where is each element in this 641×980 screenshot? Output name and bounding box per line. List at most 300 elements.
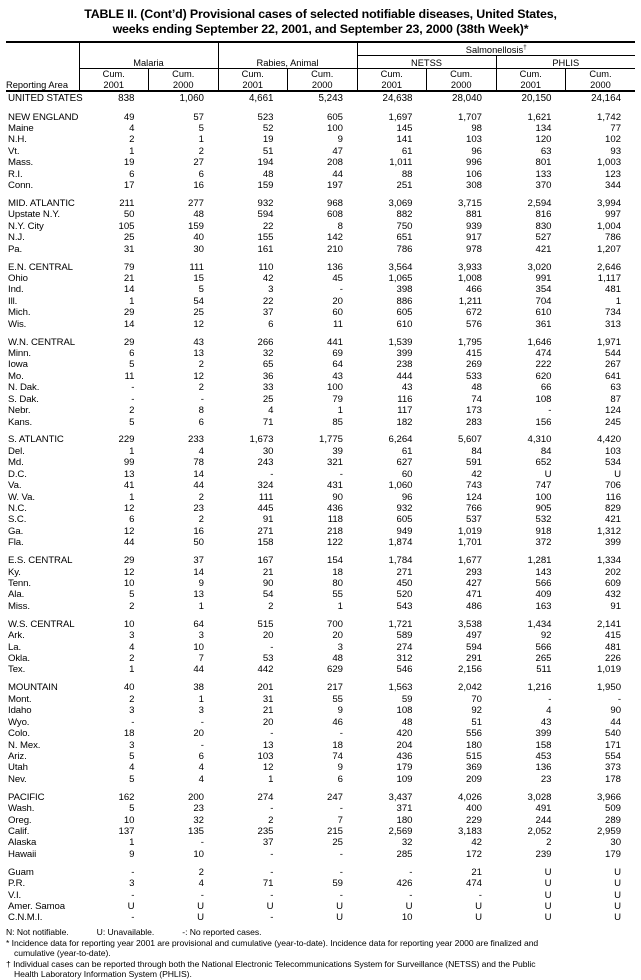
data-cell: 59 (332, 878, 343, 890)
data-cell: 12 (193, 318, 204, 330)
table-row (6, 469, 635, 480)
data-cell: 3,966 (597, 791, 622, 803)
data-cell: 167 (257, 555, 274, 567)
data-cell: 3 (268, 284, 274, 296)
table-row (6, 815, 635, 826)
table-row (6, 198, 635, 209)
data-cell: 533 (465, 370, 482, 382)
data-cell: 44 (193, 664, 204, 676)
dagger-superscript: † (523, 43, 527, 51)
data-cell: 48 (332, 653, 343, 665)
data-cell: 100 (326, 382, 343, 394)
data-cell: 497 (465, 630, 482, 642)
data-cell: 627 (396, 457, 413, 469)
data-cell: 209 (465, 773, 482, 785)
data-cell: 3,183 (457, 825, 482, 837)
data-cell: 229 (465, 814, 482, 826)
data-cell: 79 (123, 261, 135, 273)
data-cell: 18 (123, 728, 135, 740)
header-reporting-area: Reporting Area (6, 69, 79, 92)
data-cell: 4 (129, 122, 135, 134)
data-cell: 33 (262, 382, 274, 394)
data-cell: U (475, 912, 482, 924)
data-cell: 546 (396, 664, 413, 676)
data-cell: 591 (465, 457, 482, 469)
data-cell: 277 (187, 197, 204, 209)
data-cell: 1,701 (457, 537, 482, 549)
data-cell: - (339, 284, 343, 296)
data-cell: 285 (396, 848, 413, 860)
data-cell: 444 (396, 370, 413, 382)
cum-label: Cum. (172, 69, 195, 79)
data-cell: 576 (465, 318, 482, 330)
data-cell: 173 (465, 405, 482, 417)
data-cell: 158 (257, 537, 274, 549)
data-cell: 312 (396, 653, 413, 665)
data-cell: 511 (536, 664, 552, 676)
data-cell: 1,060 (388, 480, 413, 492)
table-row (6, 682, 635, 693)
data-cell: 4 (198, 878, 204, 890)
data-cell: 11 (333, 318, 343, 330)
data-cell: 3 (198, 705, 204, 717)
data-cell: 108 (535, 393, 552, 405)
data-cell: 1,677 (457, 555, 482, 567)
data-cell: 52 (262, 122, 274, 134)
table-row (6, 480, 635, 491)
reporting-area-cell: Upstate N.Y. (8, 209, 60, 221)
data-cell: 991 (535, 272, 552, 284)
year-label: 2000 (172, 79, 194, 90)
table-row (6, 642, 635, 653)
reporting-area-cell: Ohio (8, 272, 28, 284)
data-cell: 421 (535, 243, 552, 255)
table-row (6, 262, 635, 273)
reporting-area-cell: Miss. (8, 600, 30, 612)
data-cell: 122 (326, 537, 343, 549)
reporting-area-cell: Conn. (8, 180, 34, 192)
data-cell: 4 (129, 641, 135, 653)
data-cell: - (270, 889, 274, 901)
data-cell: 103 (257, 750, 274, 762)
data-cell: U (475, 901, 482, 912)
data-cell: 55 (332, 693, 343, 705)
data-cell: 2 (129, 653, 135, 665)
data-cell: 7 (198, 653, 204, 665)
data-cell: 43 (401, 382, 413, 394)
data-cell: 399 (605, 537, 622, 549)
year-label: 2000 (450, 79, 472, 90)
cum-label: Cum. (380, 69, 403, 79)
reporting-area-cell: W.S. CENTRAL (8, 618, 75, 630)
data-cell: 172 (465, 848, 482, 860)
title-line-2: weeks ending September 22, 2001, and September 23, 2000 (38th Week)* (112, 21, 529, 36)
data-cell: 2 (268, 814, 274, 826)
data-cell: 48 (471, 382, 482, 394)
data-cell: 471 (465, 589, 482, 601)
data-cell: 1 (268, 773, 274, 785)
header-col-rabies-2000 (288, 69, 358, 92)
data-cell: U (127, 901, 135, 912)
data-cell: 87 (610, 393, 622, 405)
data-cell: 6,264 (388, 434, 413, 446)
data-cell: 137 (118, 825, 135, 837)
data-cell: 3,933 (457, 261, 482, 273)
data-cell: 37 (262, 307, 274, 319)
data-cell: 996 (465, 157, 482, 169)
data-cell: 20 (332, 295, 343, 307)
data-cell: 324 (257, 480, 274, 492)
data-cell: 124 (465, 491, 482, 503)
data-cell: 155 (257, 232, 274, 244)
table-row (6, 180, 635, 191)
data-cell: 6 (198, 750, 204, 762)
data-cell: 197 (326, 180, 343, 192)
reporting-area-cell: NEW ENGLAND (8, 111, 79, 123)
data-cell: 194 (257, 157, 274, 169)
table-row (6, 740, 635, 751)
data-cell: 51 (262, 145, 274, 157)
data-cell: 10 (193, 848, 204, 860)
data-cell: 4,420 (597, 434, 622, 446)
data-cell: - (270, 866, 274, 878)
header-spacer-left (6, 42, 79, 56)
data-cell: 218 (326, 525, 343, 537)
data-cell: 61 (401, 145, 413, 157)
table-row (6, 503, 635, 514)
footnote-dagger-text: Individual cases can be reported through both the National Electronic Telecommunications System for Surveillance (NETSS) and the Public (13, 959, 536, 970)
data-cell: 968 (326, 197, 343, 209)
data-cell: 2 (198, 866, 204, 878)
data-cell: 124 (605, 405, 622, 417)
data-cell: 1,117 (597, 272, 622, 284)
data-cell: 123 (605, 168, 622, 180)
reporting-area-cell: Wyo. (8, 716, 30, 728)
data-cell: 70 (471, 693, 482, 705)
data-cell: U (336, 901, 343, 912)
data-cell: 3 (129, 705, 135, 717)
data-cell: - (548, 693, 552, 705)
data-cell: U (336, 912, 343, 924)
data-cell: 786 (605, 232, 622, 244)
data-cell: 161 (257, 243, 274, 255)
data-cell: U (544, 912, 552, 924)
table-row (6, 526, 635, 537)
cum-label: Cum. (241, 69, 264, 79)
table-row (6, 878, 635, 889)
data-cell: 118 (327, 514, 343, 526)
header-subgroup-netss: NETSS (357, 56, 496, 69)
data-cell: 1 (129, 664, 135, 676)
data-cell: 22 (262, 295, 274, 307)
data-cell: 4 (546, 705, 552, 717)
data-cell: 527 (535, 232, 552, 244)
data-cell: 90 (262, 578, 274, 590)
data-cell: - (270, 803, 274, 815)
data-cell: 20 (262, 630, 274, 642)
data-cell: 881 (465, 209, 482, 221)
data-cell: 1 (129, 837, 135, 849)
header-col-rabies-2001 (218, 69, 288, 92)
data-cell: 200 (187, 791, 204, 803)
data-cell: 38 (193, 682, 204, 694)
data-cell: 88 (401, 168, 413, 180)
data-cell: 5 (129, 773, 135, 785)
data-cell: 313 (605, 318, 622, 330)
data-cell: 217 (326, 682, 343, 694)
data-cell: 103 (605, 445, 622, 457)
data-cell: 1,646 (527, 336, 552, 348)
data-cell: 589 (396, 630, 413, 642)
cum-label: Cum. (102, 69, 125, 79)
data-cell: 436 (396, 750, 413, 762)
footnote-star (6, 938, 635, 948)
data-cell: 1 (337, 405, 343, 417)
data-cell: U (614, 866, 622, 878)
data-cell: 1,019 (597, 664, 622, 676)
data-cell: - (409, 866, 413, 878)
data-cell: 3 (129, 878, 135, 890)
data-cell: 608 (326, 209, 343, 221)
data-cell: 672 (465, 307, 482, 319)
data-cell: 9 (129, 848, 135, 860)
data-cell: 481 (605, 284, 622, 296)
data-cell: 1,207 (597, 243, 622, 255)
data-cell: 103 (465, 134, 482, 146)
data-cell: 21 (123, 272, 135, 284)
data-cell: 7 (337, 814, 343, 826)
data-cell: 6 (337, 773, 343, 785)
data-cell: 84 (540, 445, 552, 457)
data-cell: 210 (326, 243, 343, 255)
data-cell: U (544, 901, 552, 912)
data-cell: 1,060 (179, 93, 204, 104)
data-cell: 1,065 (388, 272, 413, 284)
data-cell: 8 (198, 405, 204, 417)
reporting-area-cell: Utah (8, 762, 28, 774)
table-row (6, 537, 635, 548)
data-cell: - (339, 866, 343, 878)
data-cell: 370 (535, 180, 552, 192)
data-cell: 53 (262, 653, 274, 665)
data-cell: 91 (610, 600, 622, 612)
footnote-dagger (6, 959, 635, 969)
data-cell: 829 (605, 503, 622, 514)
data-cell: 30 (262, 445, 274, 457)
header-subgroup-phlis: PHLIS (496, 56, 635, 69)
data-cell: - (339, 848, 343, 860)
data-cell: 1,312 (597, 525, 622, 537)
data-cell: 116 (605, 491, 622, 503)
reporting-area-cell: Hawaii (8, 848, 37, 860)
data-cell: 11 (124, 370, 135, 382)
reporting-area-cell: Okla. (8, 653, 30, 665)
table-row (6, 901, 635, 912)
data-cell: 31 (262, 693, 274, 705)
data-cell: 79 (332, 393, 343, 405)
data-cell: 1 (198, 600, 204, 612)
reporting-area-cell: E.S. CENTRAL (8, 555, 73, 567)
data-cell: 71 (262, 416, 274, 428)
data-cell: 4 (129, 762, 135, 774)
data-cell: 13 (262, 739, 274, 751)
data-cell: 1,019 (457, 525, 482, 537)
data-cell: 5 (129, 750, 135, 762)
reporting-area-cell: Tenn. (8, 578, 31, 590)
data-cell: 14 (193, 468, 204, 480)
data-cell: - (131, 889, 135, 901)
data-cell: 554 (605, 750, 622, 762)
data-cell: 6 (129, 514, 135, 526)
data-cell: 13 (193, 348, 204, 360)
data-cell: 235 (257, 825, 274, 837)
data-cell: 978 (465, 243, 482, 255)
data-cell: 32 (193, 814, 204, 826)
reporting-area-cell: Colo. (8, 728, 30, 740)
data-cell: U (614, 468, 622, 480)
data-cell: 44 (193, 480, 204, 492)
data-cell: 6 (129, 168, 135, 180)
data-cell: - (548, 405, 552, 417)
data-cell: 36 (262, 370, 274, 382)
data-cell: 605 (396, 514, 413, 526)
header-col-malaria-2000 (149, 69, 219, 92)
data-cell: 1,721 (388, 618, 413, 630)
data-cell: 42 (471, 468, 482, 480)
data-cell: 100 (326, 122, 343, 134)
data-cell: 64 (193, 618, 204, 630)
data-cell: 12 (123, 525, 135, 537)
data-cell: 43 (332, 370, 343, 382)
data-cell: - (200, 837, 204, 849)
data-cell: 10 (123, 814, 135, 826)
reporting-area-cell: W.N. CENTRAL (8, 336, 76, 348)
header-row-salmonellosis (6, 42, 635, 56)
data-cell: 6 (129, 348, 135, 360)
data-cell: 882 (396, 209, 413, 221)
data-cell: 93 (610, 145, 622, 157)
table-row (6, 826, 635, 837)
data-cell: 939 (465, 220, 482, 232)
data-cell: 474 (465, 878, 482, 890)
data-cell: 163 (535, 600, 552, 612)
data-cell: 3,437 (388, 791, 413, 803)
table-row (6, 434, 635, 445)
data-cell: 25 (193, 307, 204, 319)
data-cell: 271 (257, 525, 274, 537)
reporting-area-cell: P.R. (8, 878, 26, 890)
data-cell: 1,621 (527, 111, 552, 123)
data-cell: 211 (119, 197, 135, 209)
table-row (6, 867, 635, 878)
data-cell: 179 (396, 762, 413, 774)
data-cell: 44 (610, 716, 622, 728)
table-row (6, 284, 635, 295)
data-cell: 159 (257, 180, 274, 192)
table-row (6, 359, 635, 370)
reporting-area-cell: Mass. (8, 157, 34, 169)
data-cell: U (614, 901, 622, 912)
data-cell: 37 (262, 837, 274, 849)
data-cell: 91 (262, 514, 274, 526)
data-cell: 830 (535, 220, 552, 232)
data-cell: 609 (605, 578, 622, 590)
data-cell: 371 (396, 803, 413, 815)
data-cell: U (544, 866, 552, 878)
data-cell: 21 (262, 566, 274, 578)
data-cell: 704 (535, 295, 552, 307)
header-blank-left (6, 56, 79, 69)
data-cell: 48 (193, 209, 204, 221)
data-cell: 71 (262, 878, 274, 890)
data-cell: 54 (193, 295, 204, 307)
data-cell: 556 (465, 728, 482, 740)
data-cell: - (200, 393, 204, 405)
data-cell: 85 (332, 416, 343, 428)
table-row (6, 405, 635, 416)
reporting-area-cell: Tex. (8, 664, 26, 676)
data-cell: 1,281 (527, 555, 552, 567)
data-cell: 57 (193, 111, 204, 123)
reporting-area-cell: N.H. (8, 134, 27, 146)
cum-label: Cum. (589, 69, 612, 79)
data-cell: 245 (605, 416, 622, 428)
data-cell: U (614, 889, 622, 901)
data-cell: 13 (123, 468, 135, 480)
data-cell: 243 (257, 457, 274, 469)
data-cell: 9 (337, 762, 343, 774)
data-cell: 466 (465, 284, 482, 296)
title-line-1: TABLE II. (Cont’d) Provisional cases of selected notifiable diseases, United States, (84, 7, 557, 21)
data-cell: 117 (397, 405, 413, 417)
data-cell: 30 (193, 243, 204, 255)
data-cell: 17 (123, 180, 135, 192)
data-cell: 20 (193, 728, 204, 740)
data-cell: 6 (198, 168, 204, 180)
data-cell: 22 (262, 220, 274, 232)
data-cell: 222 (535, 359, 552, 371)
data-cell: 3,028 (527, 791, 552, 803)
reporting-area-cell: Alaska (8, 837, 37, 849)
data-cell: 361 (535, 318, 552, 330)
data-cell: 1 (198, 134, 204, 146)
data-cell: 42 (471, 837, 482, 849)
data-cell: 179 (605, 848, 622, 860)
data-cell: 171 (605, 739, 622, 751)
data-cell: 135 (187, 825, 204, 837)
data-cell: 2 (129, 600, 135, 612)
data-cell: 108 (396, 705, 413, 717)
reporting-area-cell: Calif. (8, 825, 30, 837)
data-cell: 293 (465, 566, 482, 578)
data-cell: 1,004 (597, 220, 622, 232)
table-row (6, 91, 635, 105)
data-cell: 620 (535, 370, 552, 382)
data-cell: 42 (262, 272, 274, 284)
data-cell: 69 (332, 348, 343, 360)
data-cell: 5,607 (457, 434, 482, 446)
reporting-area-cell: S. ATLANTIC (8, 434, 64, 446)
reporting-area-cell: Mont. (8, 693, 32, 705)
table-row (6, 751, 635, 762)
data-cell: 523 (257, 111, 274, 123)
data-cell: 2 (129, 693, 135, 705)
data-cell: 23 (540, 773, 552, 785)
header-group-malaria: Malaria (79, 56, 218, 69)
data-cell: 32 (262, 348, 274, 360)
data-cell: 84 (471, 445, 482, 457)
reporting-area-cell: Kans. (8, 416, 33, 428)
